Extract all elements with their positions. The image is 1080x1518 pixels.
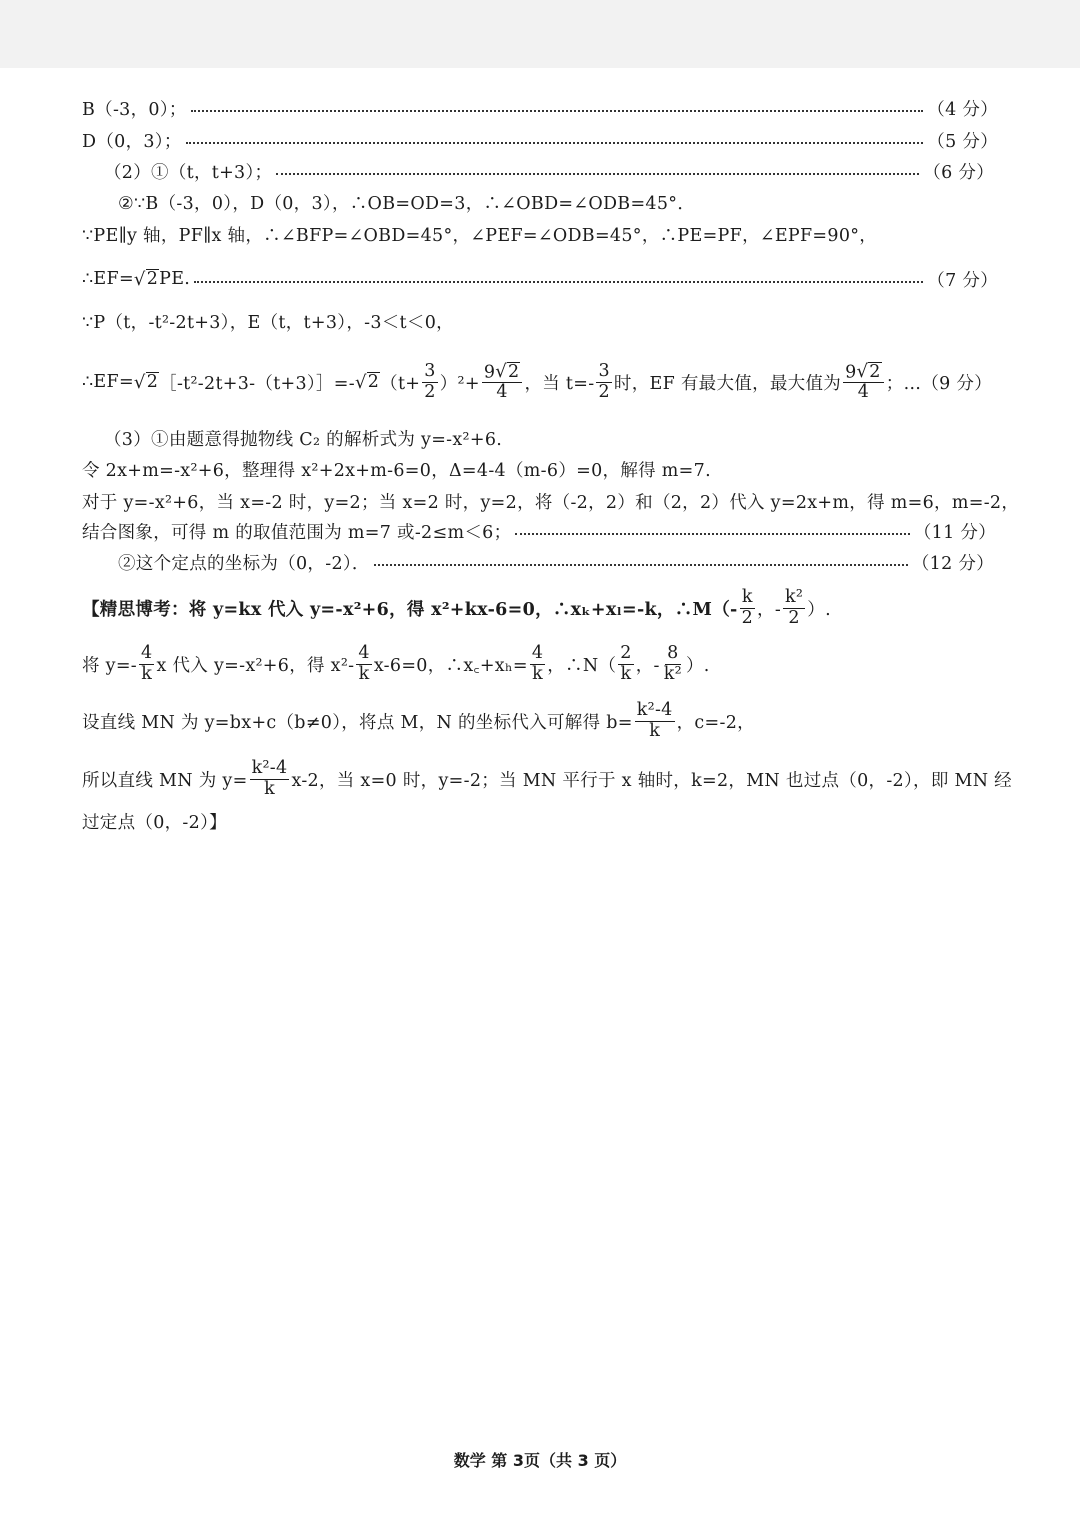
numerator: k (741, 587, 753, 608)
line-text: （2）①（t，t+3）； (104, 162, 273, 183)
answer-line-5 (82, 219, 877, 249)
answer-line-18 (82, 806, 227, 836)
line-text: 所以直线 MN 为 y= (82, 770, 248, 791)
score-label: （11 分） (913, 522, 996, 543)
dotted-leader (374, 564, 908, 566)
score-label: （6 分） (923, 162, 994, 183)
fraction (530, 644, 545, 684)
radicand: 2 (146, 269, 159, 290)
score-label: （5 分） (927, 131, 998, 152)
numerator: 4 (141, 643, 153, 664)
fraction (783, 588, 805, 628)
answer-line-16 (82, 694, 755, 748)
line-text: ，c=-2， (676, 712, 755, 733)
answer-line-4 (118, 187, 695, 217)
radicand: 2 (367, 372, 380, 393)
line-text: 令 2x+m=-x²+6，整理得 x²+2x+m-6=0，Δ=4-4（m-6）=0，解得 m=7. (82, 460, 711, 481)
dotted-leader (186, 142, 924, 144)
sqrt-expression: √ 2 (354, 371, 380, 393)
coefficient: 9 (845, 361, 857, 382)
fraction (250, 759, 290, 799)
line-text: ∵PE∥y 轴，PF∥x 轴，∴∠BFP=∠OBD=45°，∠PEF=∠ODB=45°，∴PE=PF，∠EPF=90°， (82, 225, 878, 246)
answer-line-2 (82, 125, 998, 155)
line-text: D（0，3）； (82, 131, 182, 152)
coefficient: 9 (483, 361, 496, 382)
line-text: x-2，当 x=0 时，y=-2；当 MN 平行于 x 轴时，k=2，MN 也过点（0，-2），即 MN 经 (291, 770, 1012, 791)
numerator: k² (785, 587, 804, 608)
answer-line-7 (82, 306, 454, 336)
fraction (618, 644, 633, 684)
numerator (843, 362, 884, 384)
denominator: 2 (424, 381, 436, 402)
line-text: ②这个定点的坐标为（0，-2）． (118, 553, 370, 574)
answer-line-12 (82, 516, 996, 546)
denominator: k (532, 663, 543, 684)
line-text: ）. (685, 655, 710, 676)
answer-line-10 (82, 454, 711, 484)
answer-line-3 (104, 156, 994, 186)
answer-line-11 (82, 486, 1019, 516)
line-text: ，当 t=- (524, 373, 595, 394)
line-text: 结合图象，可得 m 的取值范围为 m=7 或-2≤m＜6； (82, 522, 512, 543)
answer-line-1 (82, 93, 998, 123)
line-text: 对于 y=-x²+6，当 x=-2 时，y=2；当 x=2 时，y=2，将（-2，2）和（2，2）代入 y=2x+m，得 m=6，m=-2， (82, 492, 1020, 513)
line-text: ∴EF= (82, 372, 134, 392)
answer-line-13 (118, 547, 994, 577)
fraction (740, 588, 755, 628)
line-text: ②∵B（-3，0），D（0，3），∴OB=OD=3，∴∠OBD=∠ODB=45°． (118, 193, 696, 214)
line-text: 将 y=- (82, 655, 138, 676)
answer-line-15 (82, 638, 710, 690)
denominator: 4 (857, 382, 870, 403)
radicand: 2 (508, 361, 520, 382)
numerator: 8 (667, 643, 679, 664)
line-text: ）²+ (439, 373, 480, 394)
denominator: 2 (598, 381, 610, 402)
line-text: x-6=0，∴x꜀+xₕ= (373, 655, 528, 676)
numerator: 3 (424, 361, 436, 382)
dotted-leader (515, 533, 909, 535)
answer-line-14 (82, 582, 831, 634)
sqrt-expression: √ 2 (133, 371, 159, 393)
denominator: k (358, 663, 370, 684)
denominator: k² (663, 663, 682, 684)
score-label: ；…（9 分） (885, 373, 993, 394)
numerator: 3 (598, 361, 610, 382)
line-text: ，- (635, 655, 660, 676)
fraction (843, 362, 884, 403)
denominator: k (620, 663, 632, 684)
denominator: 2 (741, 607, 754, 628)
line-text: 【精思博考：将 y=kx 代入 y=-x²+6，得 x²+kx-6=0，∴xₖ+xₗ=-k，∴M（- (82, 599, 738, 620)
denominator: k (264, 778, 275, 799)
denominator: 4 (496, 382, 508, 403)
dotted-leader (191, 110, 924, 112)
sqrt-expression: √ 2 (856, 360, 881, 382)
answer-line-9 (104, 423, 502, 453)
fraction (139, 644, 154, 684)
denominator: k (141, 663, 153, 684)
fraction (596, 362, 611, 402)
numerator: 4 (531, 643, 544, 664)
denominator: k (649, 720, 661, 741)
line-text: B（-3，0）； (82, 99, 187, 120)
numerator: 2 (620, 643, 632, 664)
sqrt-expression: √ 2 (495, 360, 520, 382)
answer-line-17 (82, 752, 1012, 806)
fraction (662, 644, 684, 684)
sqrt-expression: √ 2 (133, 268, 159, 290)
dotted-leader (276, 173, 919, 175)
line-text: 设直线 MN 为 y=bx+c（b≠0），将点 M，N 的坐标代入可解得 b= (82, 712, 633, 733)
radicand: 2 (869, 361, 881, 382)
line-text: （3）①由题意得抛物线 C₂ 的解析式为 y=-x²+6. (104, 429, 503, 450)
fraction (356, 644, 371, 684)
line-text: ，∴N（ (547, 655, 617, 676)
fraction (635, 701, 675, 741)
line-text: ）. (807, 599, 831, 620)
dotted-leader (194, 281, 923, 283)
score-label: （4 分） (927, 99, 998, 120)
fraction (482, 362, 523, 403)
line-text: PE. (159, 269, 191, 289)
page-footer: 数学 第 3页（共 3 页） (453, 1451, 627, 1470)
score-label: （12 分） (911, 553, 994, 574)
score-label: （7 分） (927, 270, 998, 291)
line-text: ∵P（t，-t²-2t+3），E（t，t+3），-3＜t＜0， (82, 312, 454, 333)
numerator: 4 (358, 643, 370, 664)
line-text: ∴EF= (82, 269, 134, 289)
denominator: 2 (788, 607, 800, 628)
answer-line-8 (82, 354, 992, 410)
line-text: x 代入 y=-x²+6，得 x²- (156, 655, 355, 676)
line-text: （t+ (380, 373, 421, 394)
radicand: 2 (146, 372, 159, 393)
fraction (422, 362, 437, 402)
line-text: ，- (757, 599, 782, 620)
answer-line-6 (82, 264, 998, 294)
line-text: ［-t²-2t+3-（t+3）］=- (159, 373, 355, 394)
numerator (482, 362, 523, 384)
line-text: 过定点（0，-2）】 (82, 812, 227, 833)
numerator: k²-4 (636, 700, 673, 721)
numerator: k²-4 (251, 758, 288, 779)
line-text: 时，EF 有最大值，最大值为 (613, 373, 842, 394)
